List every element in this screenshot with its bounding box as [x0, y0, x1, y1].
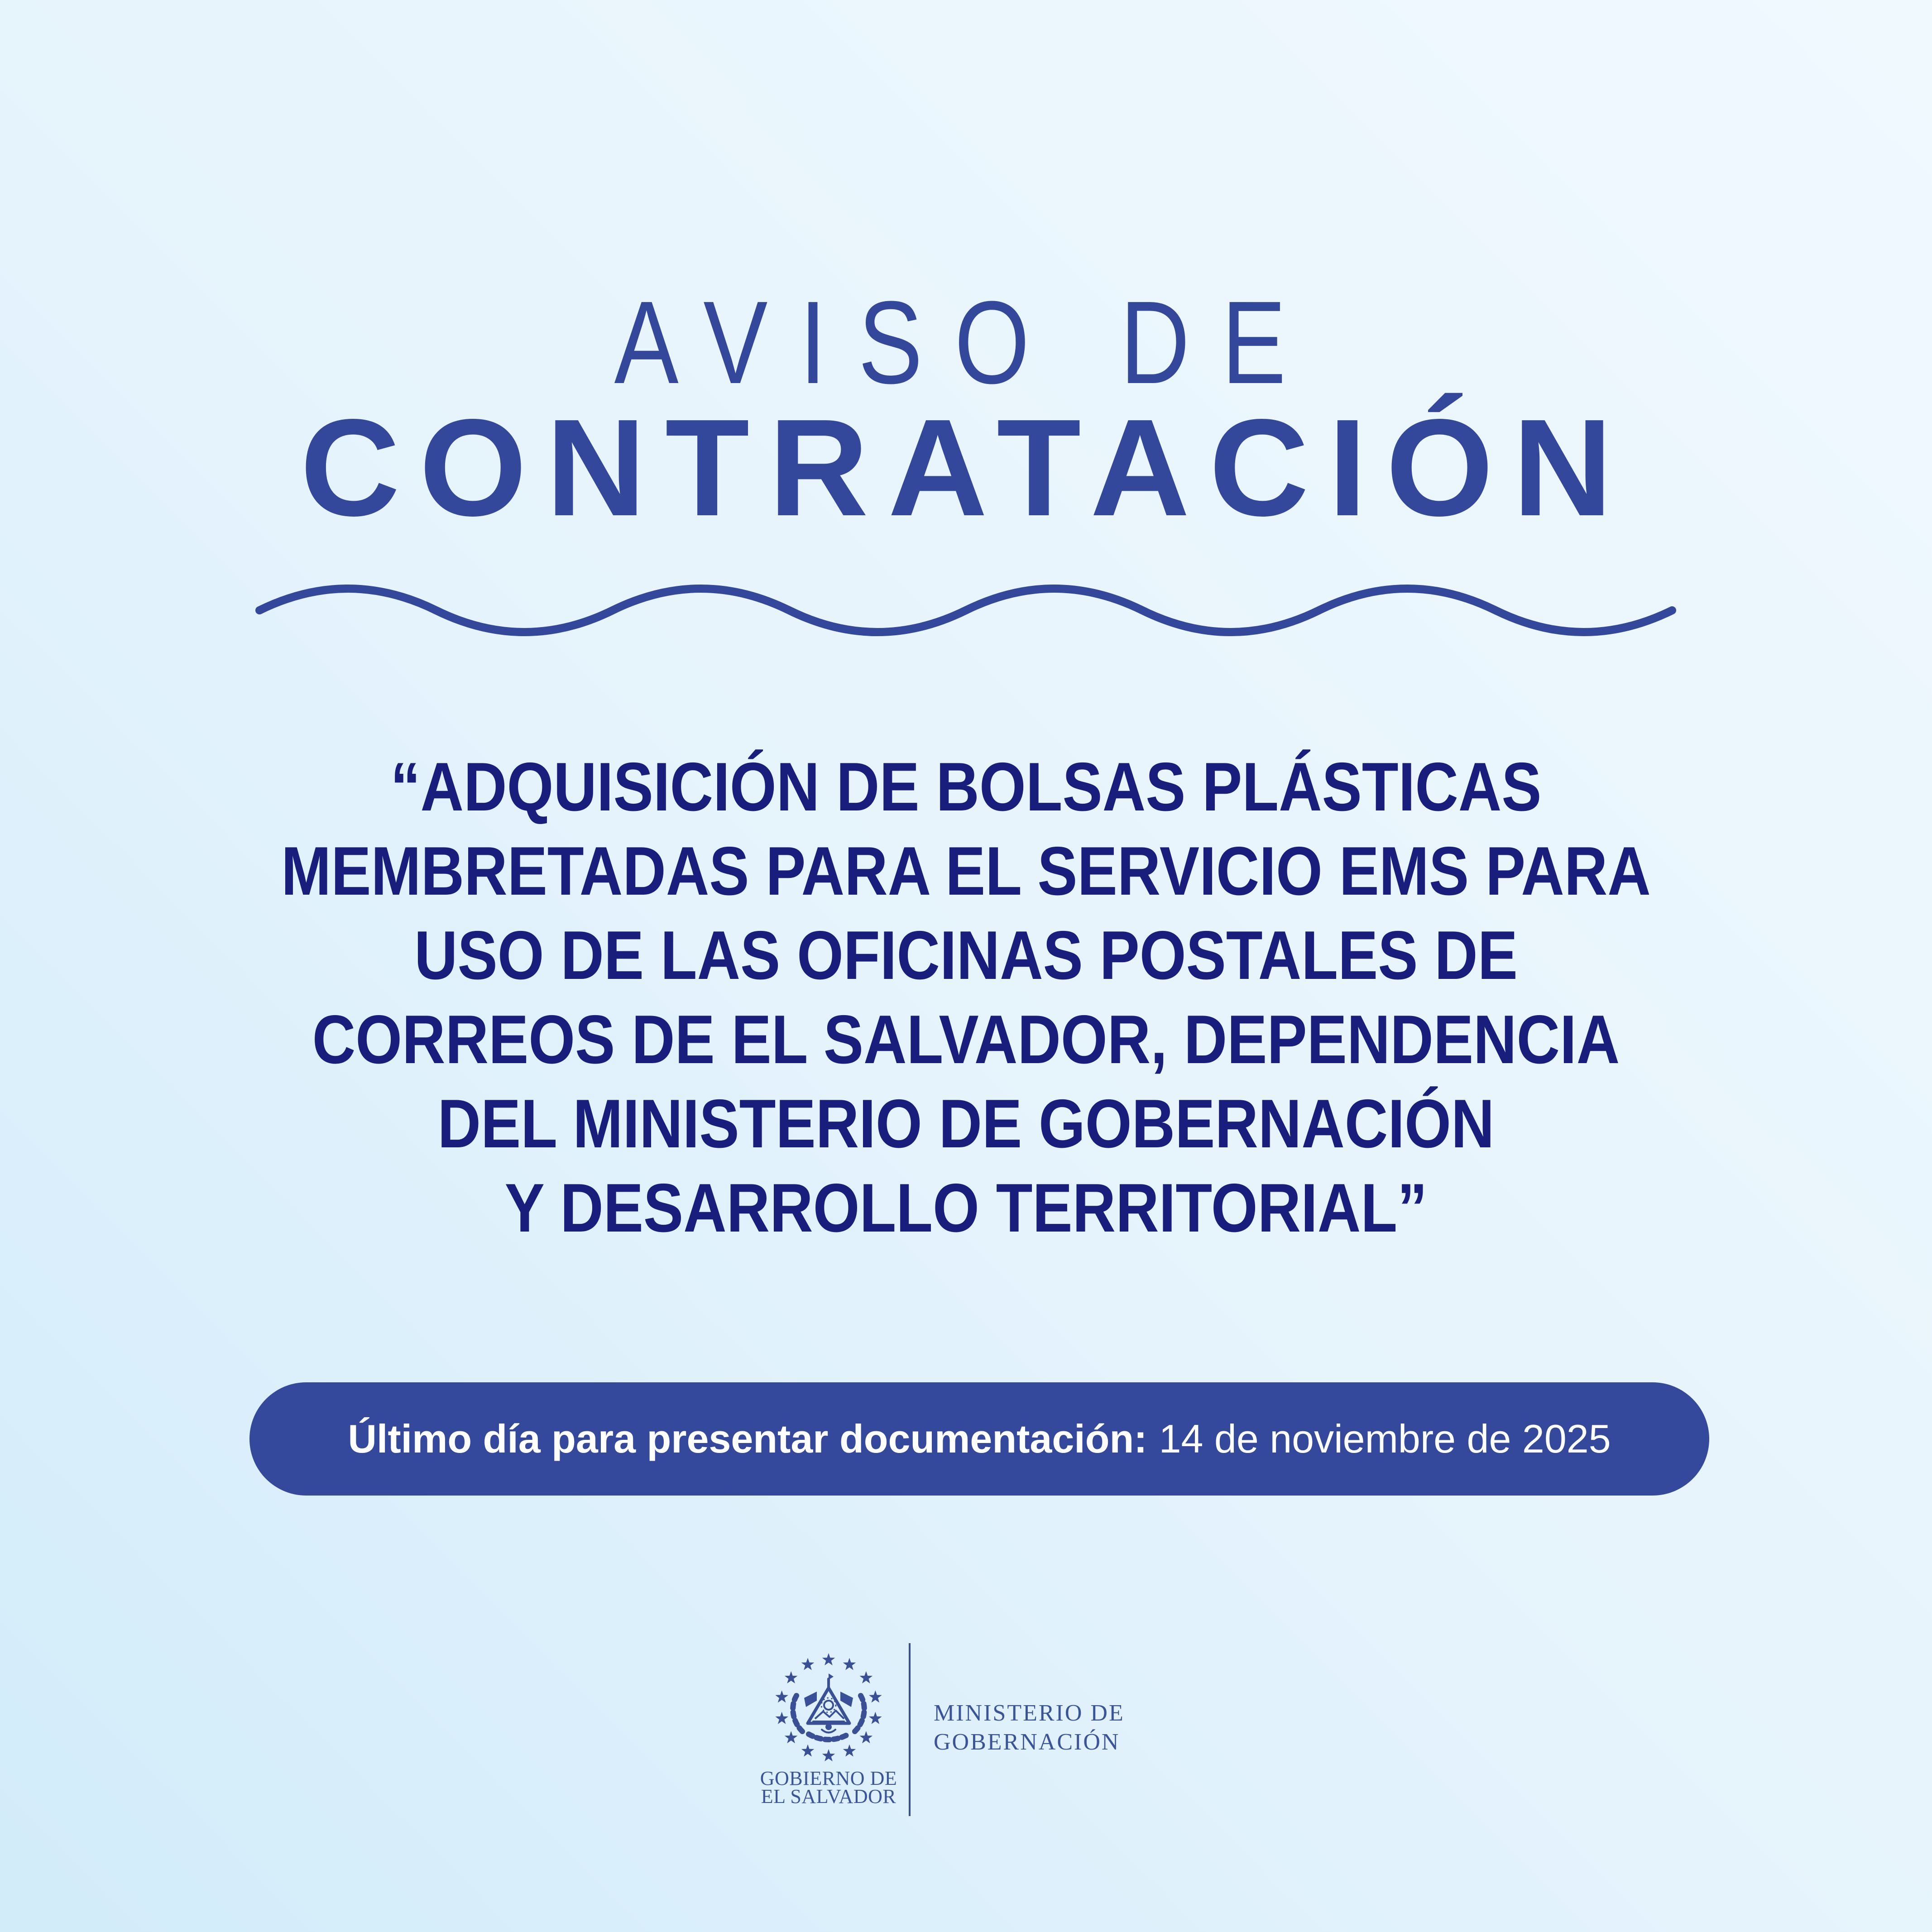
ministry-line1: MINISTERIO DE — [934, 1700, 1125, 1726]
contract-description-line: CORREOS DE EL SALVADOR, DEPENDENCIA — [312, 1001, 1620, 1078]
ministry-wordmark — [934, 1699, 1125, 1757]
contract-description-line: USO DE LAS OFICINAS POSTALES DE — [414, 917, 1518, 994]
government-line1: GOBIERNO DE — [760, 1767, 897, 1789]
contract-description-line: DEL MINISTERIO DE GOBERNACIÓN — [437, 1085, 1495, 1162]
ministry-line2: GOBERNACIÓN — [934, 1729, 1120, 1755]
contract-description — [0, 745, 1932, 1250]
deadline-date: 14 de noviembre de 2025 — [1159, 1416, 1611, 1461]
government-wordmark — [693, 1769, 964, 1806]
wave-divider-icon — [250, 579, 1681, 642]
contract-description-lines — [125, 745, 1806, 1250]
government-line2: EL SALVADOR — [761, 1785, 896, 1807]
contract-description-line: “ADQUISICIÓN DE BOLSAS PLÁSTICAS — [390, 748, 1542, 825]
footer-divider-line — [909, 1643, 911, 1816]
contract-description-line: MEMBRETADAS PARA EL SERVICIO EMS PARA — [281, 833, 1651, 910]
poster-title-line2: CONTRATACIÓN — [300, 390, 1632, 545]
deadline-label: Último día para presentar documentación: — [348, 1416, 1147, 1461]
deadline-badge — [249, 1382, 1709, 1496]
poster-title-line1-text: AVISO DE — [614, 277, 1318, 408]
coat-of-arms — [793, 1673, 864, 1740]
el-salvador-emblem-icon — [765, 1644, 892, 1771]
poster-title-line1 — [0, 277, 1932, 408]
contract-description-line: Y DESARROLLO TERRITORIAL” — [504, 1170, 1428, 1246]
